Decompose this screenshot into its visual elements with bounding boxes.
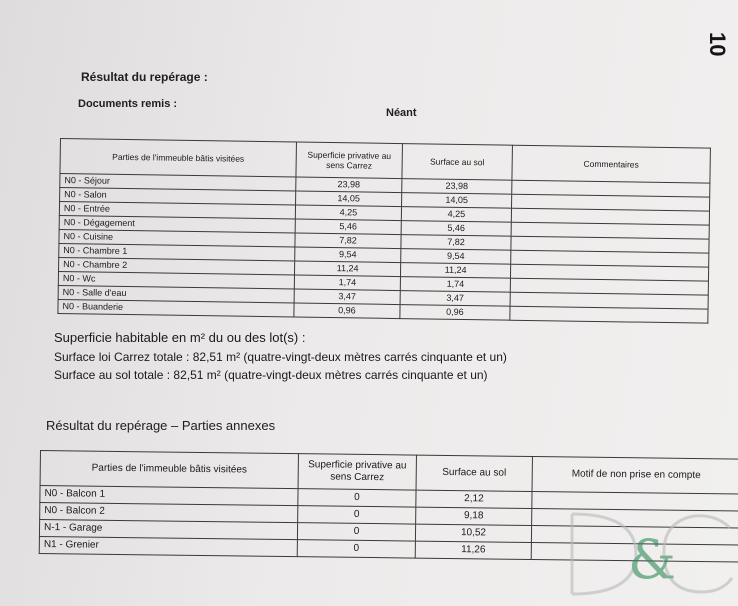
logo-d-letter	[572, 514, 636, 594]
documents-label: Documents remis :	[78, 98, 178, 110]
row-carrez: 4,25	[295, 205, 401, 221]
row-sol: 1,74	[400, 277, 510, 293]
row-part: N0 - Chambre 2	[59, 257, 295, 274]
row-sol: 2,12	[416, 490, 532, 508]
row-sol: 11,24	[400, 263, 510, 279]
header-sol: Surface au sol	[402, 144, 513, 181]
surface-sol-total: Surface au sol totale : 82,51 m² (quatre-vingt-deux mètres carrés cinquante et un)	[54, 368, 488, 382]
row-part: N0 - Salon	[60, 188, 296, 205]
row-carrez: 9,54	[295, 247, 401, 263]
row-carrez: 11,24	[294, 261, 400, 277]
row-sol: 9,54	[401, 249, 511, 265]
header-motif: Motif de non prise en compte	[532, 457, 738, 495]
main-surface-table	[57, 138, 711, 324]
row-carrez: 7,82	[295, 233, 401, 249]
header-parts: Parties de l'immeuble bâtis visitées	[60, 139, 296, 177]
header-sol: Surface au sol	[416, 455, 532, 491]
row-part: N0 - Wc	[58, 271, 294, 288]
row-carrez: 0	[298, 506, 416, 524]
row-carrez: 14,05	[296, 191, 402, 207]
row-carrez: 0	[298, 489, 416, 507]
row-part: N0 - Cuisine	[59, 229, 295, 246]
row-sol: 23,98	[402, 179, 512, 195]
row-carrez: 5,46	[295, 219, 401, 235]
row-part: N0 - Salle d'eau	[58, 285, 294, 302]
row-sol: 11,26	[415, 541, 531, 559]
row-carrez: 0,96	[294, 303, 400, 319]
row-part: N0 - Entrée	[59, 202, 295, 219]
row-sol: 10,52	[415, 524, 531, 542]
annex-title: Résultat du repérage – Parties annexes	[46, 418, 276, 433]
row-part: N0 - Balcon 2	[40, 503, 298, 523]
row-sol: 4,25	[401, 207, 511, 223]
header-parts: Parties de l'immeuble bâtis visitées	[40, 451, 298, 489]
result-title: Résultat du repérage :	[81, 70, 208, 84]
row-part: N1 - Grenier	[39, 536, 297, 556]
row-part: N0 - Séjour	[60, 174, 296, 191]
row-carrez: 3,47	[294, 289, 400, 305]
row-part: N0 - Balcon 1	[40, 486, 298, 506]
surface-summary-title: Superficie habitable en m² du ou des lot(s) :	[54, 330, 306, 345]
row-sol: 14,05	[402, 193, 512, 209]
row-carrez: 0	[297, 540, 415, 558]
row-sol: 3,47	[400, 291, 510, 307]
surface-carrez-total: Surface loi Carrez totale : 82,51 m² (quatre-vingt-deux mètres carrés cinquante et un)	[54, 350, 507, 364]
page-number: 10	[705, 32, 730, 57]
row-sol: 5,46	[401, 221, 511, 237]
row-carrez: 23,98	[296, 177, 402, 193]
row-part: N0 - Chambre 1	[59, 243, 295, 260]
row-comment	[510, 306, 708, 323]
header-comments: Commentaires	[512, 145, 710, 183]
agency-logo-watermark	[566, 510, 736, 598]
header-carrez: Superficie privative au sens Carrez	[298, 454, 416, 490]
row-part: N0 - Dégagement	[59, 215, 295, 232]
row-carrez: 1,74	[294, 275, 400, 291]
row-part: N0 - Buanderie	[58, 299, 294, 316]
header-carrez: Superficie privative au sens Carrez	[296, 142, 403, 179]
row-carrez: 0	[297, 523, 415, 541]
row-sol: 7,82	[401, 235, 511, 251]
row-part: N-1 - Garage	[39, 520, 297, 540]
row-sol: 9,18	[416, 507, 532, 525]
row-sol: 0,96	[400, 305, 510, 321]
logo-ampersand: &	[627, 528, 677, 591]
documents-value: Néant	[386, 107, 417, 119]
